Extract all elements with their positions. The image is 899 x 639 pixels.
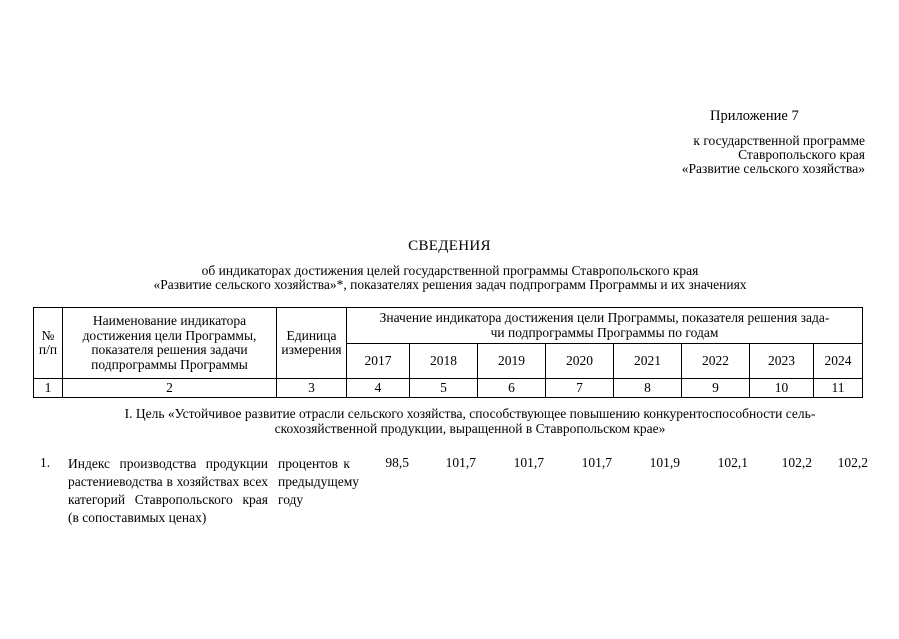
column-number: 9 xyxy=(682,379,750,398)
indicator-value: 101,7 xyxy=(581,455,612,470)
goal-line: I. Цель «Устойчивое развитие отрасли сельского хозяйства, способствующее повышению конкурентоспособности сель- xyxy=(124,406,816,421)
header-unit: Единица измерения xyxy=(277,308,347,379)
column-number: 7 xyxy=(546,379,614,398)
indicator-value: 102,2 xyxy=(837,455,868,470)
goal-line: скохозяйственной продукции, выращенной в Ставропольском крае» xyxy=(274,421,666,436)
indicator-name: Индекс производства продукции растениеводства в хозяйствах всех категорий Ставропольского края (в сопоставимых ценах) xyxy=(68,456,268,525)
indicator-value: 101,7 xyxy=(513,455,544,470)
header-year: 2021 xyxy=(614,344,682,379)
annex-ref-line: «Развитие сельского хозяйства» xyxy=(681,161,865,176)
column-number: 6 xyxy=(478,379,546,398)
header-year: 2022 xyxy=(682,344,750,379)
header-year: 2024 xyxy=(814,344,863,379)
header-values-group: Значение индикатора достижения цели Программы, показателя решения зада- чи подпрограммы Программы по годам xyxy=(347,308,863,344)
column-number: 1 xyxy=(34,379,63,398)
column-number: 4 xyxy=(347,379,410,398)
subtitle-line: об индикаторах достижения целей государственной программы Ставропольского края xyxy=(201,263,699,278)
header-year: 2023 xyxy=(750,344,814,379)
indicator-value: 101,9 xyxy=(649,455,680,470)
header-num: № п/п xyxy=(34,308,63,379)
document-title: СВЕДЕНИЯ xyxy=(408,238,491,254)
annex-title: Приложение 7 xyxy=(710,108,799,124)
header-name: Наименование индикатора достижения цели Программы, показателя решения задачи подпрограммы Программы xyxy=(63,308,277,379)
indicator-value: 98,5 xyxy=(385,455,409,470)
indicator-value: 102,2 xyxy=(781,455,812,470)
annex-ref-line: Ставропольского края xyxy=(738,147,865,162)
subtitle-line: «Развитие сельского хозяйства»*, показателях решения задач подпрограмм Программы и их значениях xyxy=(153,277,747,292)
row-number: 1. xyxy=(40,455,51,470)
column-number: 10 xyxy=(750,379,814,398)
document-subtitle xyxy=(60,264,840,292)
annex-reference xyxy=(650,134,865,176)
indicator-value: 102,1 xyxy=(717,455,748,470)
header-year: 2020 xyxy=(546,344,614,379)
header-year: 2018 xyxy=(410,344,478,379)
goal-heading xyxy=(70,406,870,436)
column-number: 5 xyxy=(410,379,478,398)
column-number: 2 xyxy=(63,379,277,398)
header-year: 2019 xyxy=(478,344,546,379)
indicator-value: 101,7 xyxy=(445,455,476,470)
header-year: 2017 xyxy=(347,344,410,379)
column-number: 8 xyxy=(614,379,682,398)
indicators-table-header xyxy=(33,307,863,398)
column-number: 3 xyxy=(277,379,347,398)
indicator-unit: процентов к предыдущему году xyxy=(278,456,360,507)
annex-ref-line: к государственной программе xyxy=(693,133,865,148)
column-number: 11 xyxy=(814,379,863,398)
